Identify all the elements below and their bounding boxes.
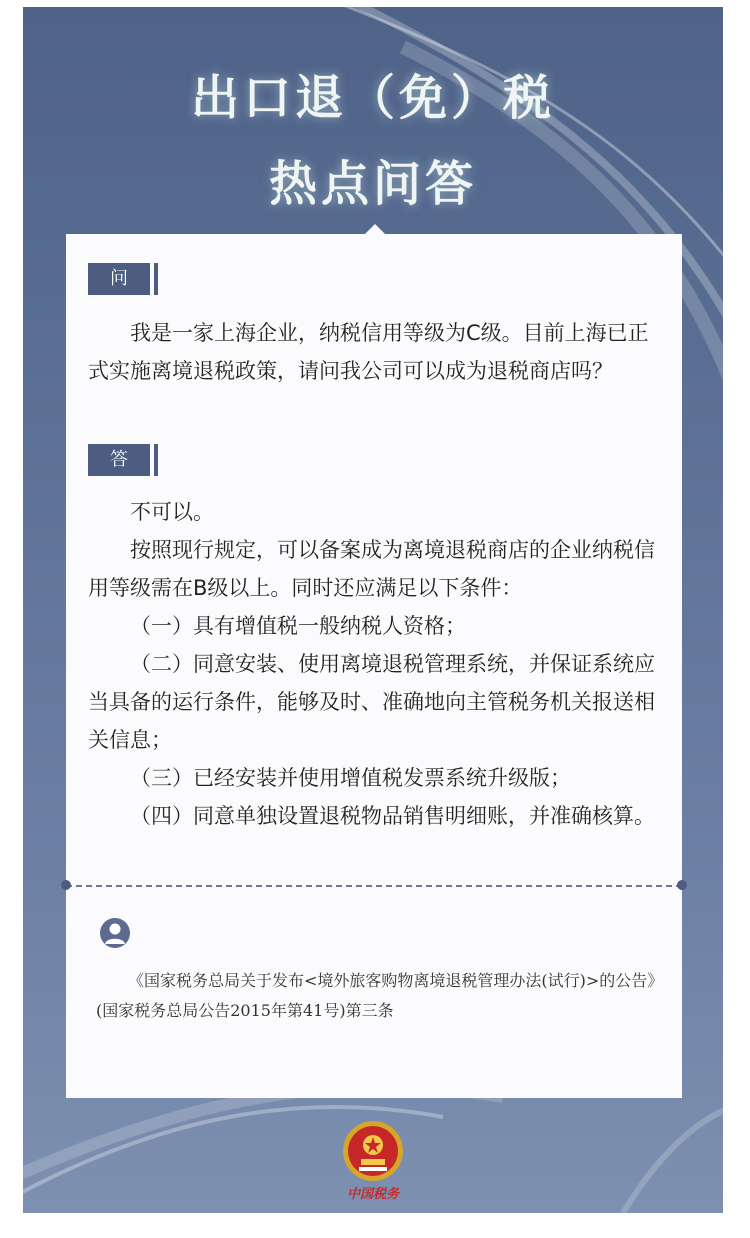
card-notch <box>365 224 385 234</box>
tax-emblem-icon <box>341 1119 405 1183</box>
dashed-divider <box>66 885 682 887</box>
person-circle-icon <box>100 918 130 948</box>
answer-paragraph-4: （二）同意安装、使用离境退税管理系统，并保证系统应当具备的运行条件，能够及时、准确地向主管税务机关报送相关信息； <box>88 652 655 752</box>
answer-tag: 答 <box>88 444 150 476</box>
legal-reference: 《国家税务总局关于发布<境外旅客购物离境退税管理办法(试行)>的公告》(国家税务总局公告2015年第41号)第三条 <box>96 971 656 1020</box>
question-text: 我是一家上海企业，纳税信用等级为C级。目前上海已正式实施离境退税政策，请问我公司可以成为退税商店吗？ <box>88 321 649 383</box>
answer-paragraph-5: （三）已经安装并使用增值税发票系统升级版； <box>130 766 571 790</box>
answer-paragraph-2: 按照现行规定，可以备案成为离境退税商店的企业纳税信用等级需在B级以上。同时还应满足以下条件： <box>88 538 655 600</box>
divider-dot-left <box>61 880 71 890</box>
poster-background <box>23 7 723 1213</box>
page-title-line2: 热点问答 <box>268 156 477 212</box>
answer-paragraph-3: （一）具有增值税一般纳税人资格； <box>130 614 466 638</box>
qa-card <box>66 234 682 1098</box>
answer-paragraph-6: （四）同意单独设置退税物品销售明细账，并准确核算。 <box>130 804 655 828</box>
brand-logo-text: 中国税务 <box>346 1187 399 1202</box>
divider-dot-right <box>677 880 687 890</box>
question-tag: 问 <box>88 263 150 295</box>
answer-paragraph-1: 不可以。 <box>130 500 214 524</box>
page-title-line1: 出口退（免）税 <box>190 70 555 126</box>
